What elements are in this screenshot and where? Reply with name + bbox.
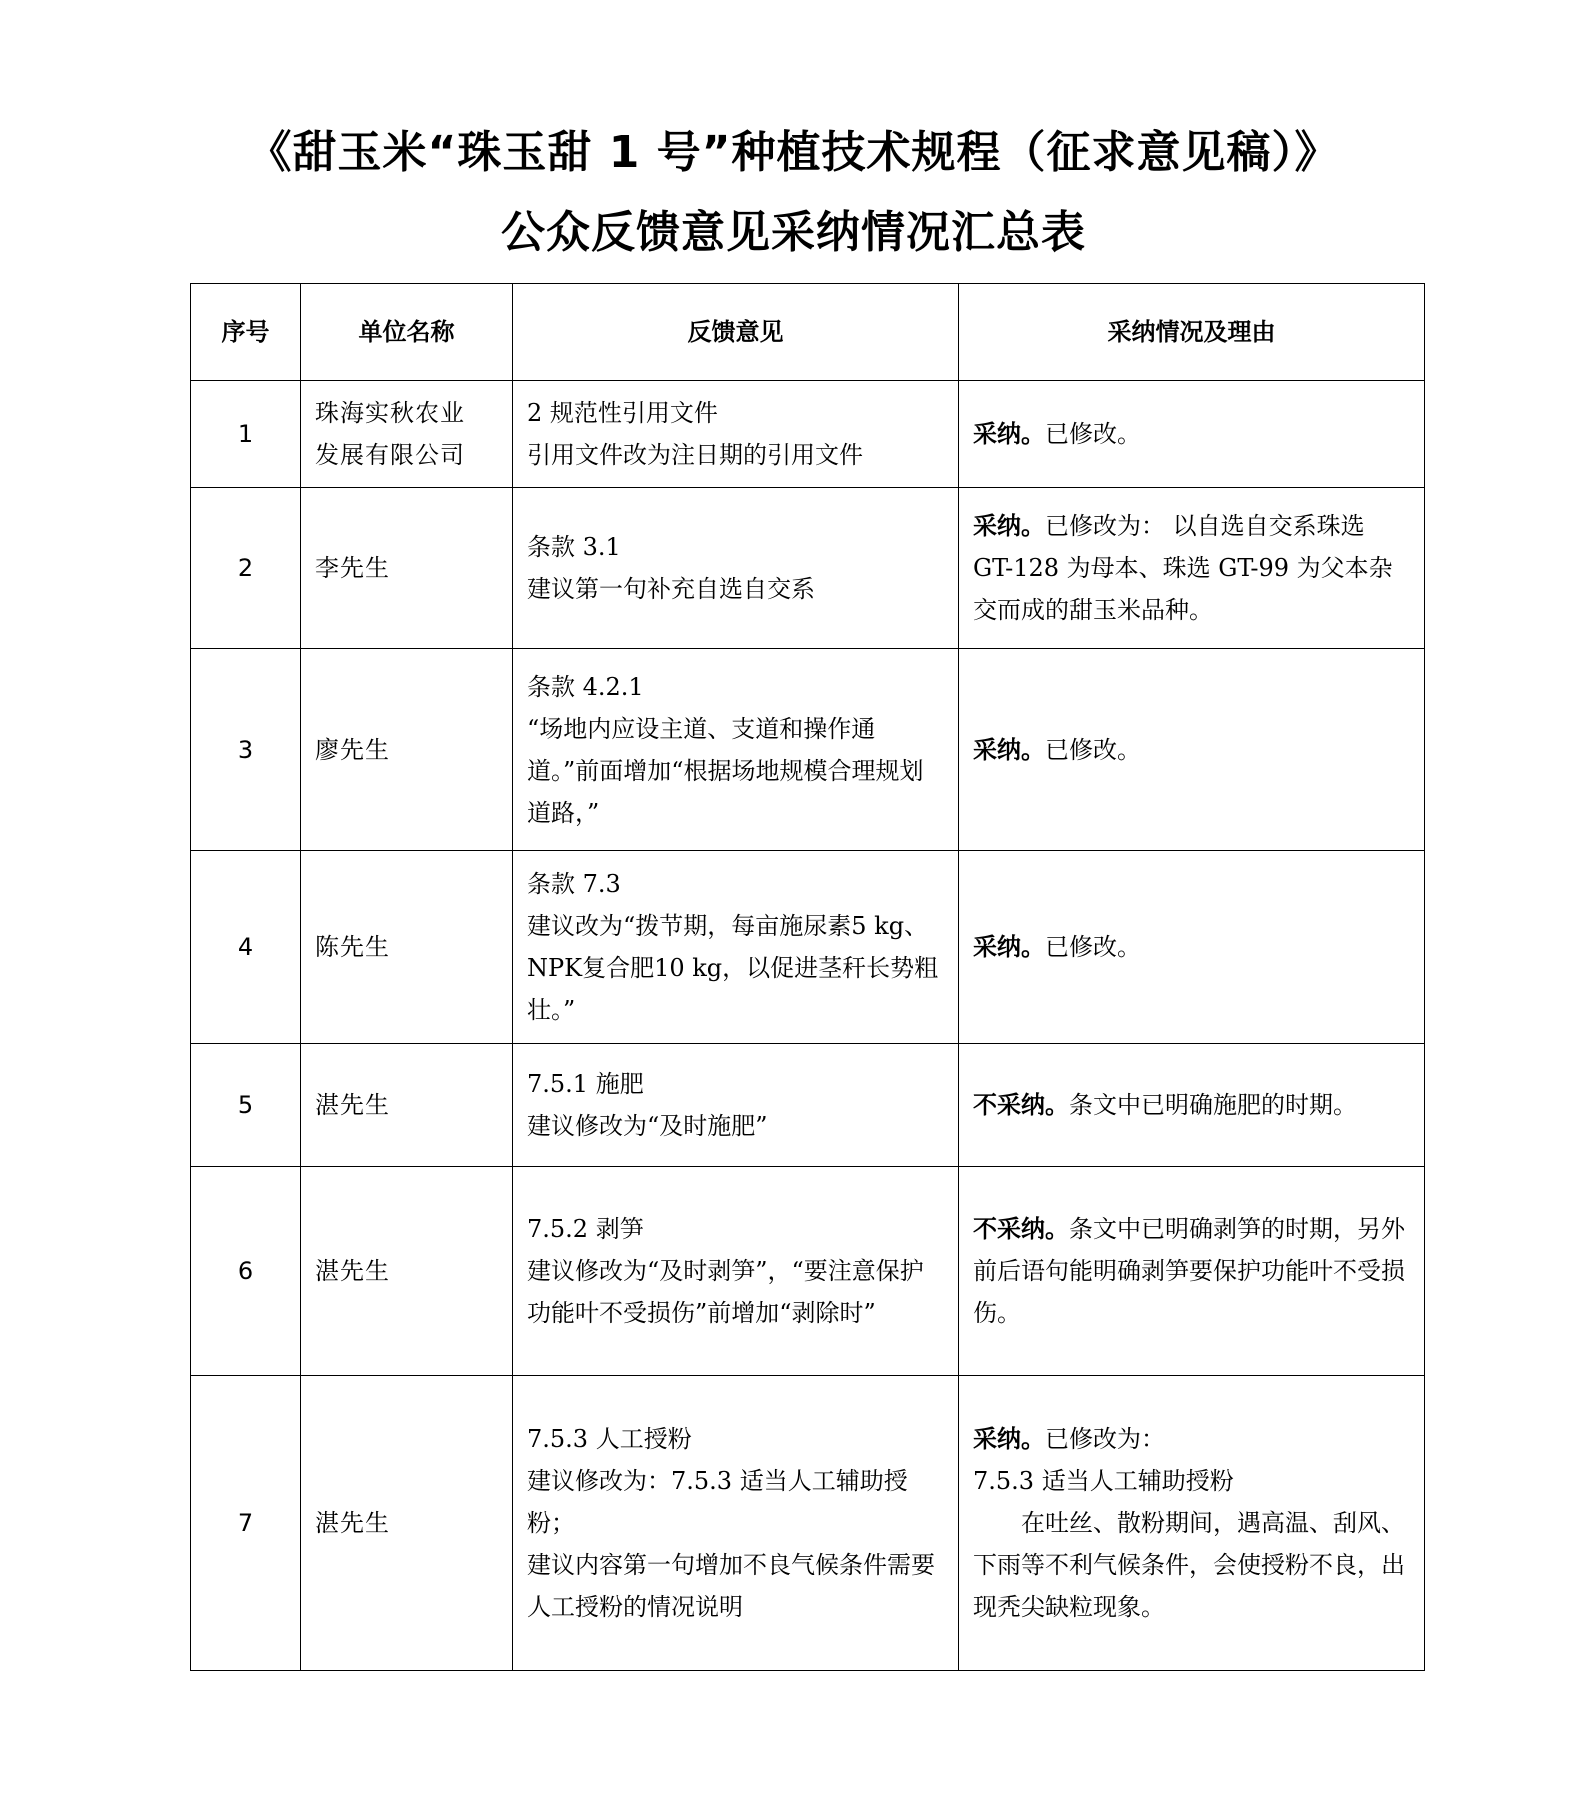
document-title: 《甜玉米“珠玉甜 1 号”种植技术规程（征求意见稿）》 xyxy=(247,127,1340,178)
row-unit: 湛先生 xyxy=(301,1167,513,1376)
row-feedback: 条款 3.1 建议第一句补充自选自交系 xyxy=(513,488,959,649)
adoption-status: 采纳。 xyxy=(973,420,1045,448)
table-row xyxy=(191,488,1425,649)
row-index: 5 xyxy=(191,1044,301,1167)
row-adoption: 不采纳。条文中已明确剥笋的时期，另外前后语句能明确剥笋要保护功能叶不受损伤。 xyxy=(959,1167,1425,1376)
row-feedback: 7.5.2 剥笋 建议修改为“及时剥笋”，“要注意保护功能叶不受损伤”前增加“剥除时” xyxy=(513,1167,959,1376)
table-row xyxy=(191,1044,1425,1167)
header-adoption: 采纳情况及理由 xyxy=(959,284,1425,381)
adoption-status: 采纳。 xyxy=(973,933,1045,961)
row-unit: 李先生 xyxy=(301,488,513,649)
row-feedback: 条款 4.2.1 “场地内应设主道、支道和操作通道。”前面增加“根据场地规模合理规划道路，” xyxy=(513,649,959,851)
document-subtitle: 公众反馈意见采纳情况汇总表 xyxy=(501,207,1086,258)
row-index: 6 xyxy=(191,1167,301,1376)
table-row xyxy=(191,1167,1425,1376)
adoption-status: 采纳。 xyxy=(973,1425,1045,1453)
row-feedback: 2 规范性引用文件 引用文件改为注日期的引用文件 xyxy=(513,381,959,488)
adoption-status: 不采纳。 xyxy=(973,1091,1069,1119)
header-unit: 单位名称 xyxy=(301,284,513,381)
table-row xyxy=(191,1376,1425,1671)
row-feedback: 7.5.3 人工授粉 建议修改为：7.5.3 适当人工辅助授粉； 建议内容第一句增加不良气候条件需要人工授粉的情况说明 xyxy=(513,1376,959,1671)
row-adoption: 采纳。已修改为： 7.5.3 适当人工辅助授粉 在吐丝、散粉期间，遇高温、刮风、下雨等不利气候条件，会使授粉不良，出现秃尖缺粒现象。 xyxy=(959,1376,1425,1671)
row-index: 4 xyxy=(191,851,301,1044)
row-index: 2 xyxy=(191,488,301,649)
table-row xyxy=(191,851,1425,1044)
row-adoption: 采纳。已修改。 xyxy=(959,649,1425,851)
table-row xyxy=(191,649,1425,851)
table-header-row xyxy=(191,284,1425,381)
row-feedback: 条款 7.3 建议改为“拨节期，每亩施尿素5 kg、NPK复合肥10 kg，以促进茎秆长势粗壮。” xyxy=(513,851,959,1044)
header-feedback: 反馈意见 xyxy=(513,284,959,381)
row-unit: 珠海实秋农业 发展有限公司 xyxy=(301,381,513,488)
row-unit: 湛先生 xyxy=(301,1044,513,1167)
row-adoption: 不采纳。条文中已明确施肥的时期。 xyxy=(959,1044,1425,1167)
row-adoption: 采纳。已修改为： 以自选自交系珠选 GT-128 为母本、珠选 GT-99 为父本杂交而成的甜玉米品种。 xyxy=(959,488,1425,649)
row-adoption: 采纳。已修改。 xyxy=(959,851,1425,1044)
row-adoption: 采纳。已修改。 xyxy=(959,381,1425,488)
row-unit: 廖先生 xyxy=(301,649,513,851)
adoption-status: 采纳。 xyxy=(973,735,1045,764)
row-unit: 湛先生 xyxy=(301,1376,513,1671)
adoption-status: 不采纳。 xyxy=(973,1215,1069,1243)
row-index: 3 xyxy=(191,649,301,851)
adoption-status: 采纳。 xyxy=(973,512,1045,540)
row-unit: 陈先生 xyxy=(301,851,513,1044)
table-row xyxy=(191,381,1425,488)
row-index: 1 xyxy=(191,381,301,488)
row-index: 7 xyxy=(191,1376,301,1671)
feedback-table xyxy=(190,283,1425,1671)
row-feedback: 7.5.1 施肥 建议修改为“及时施肥” xyxy=(513,1044,959,1167)
header-index: 序号 xyxy=(191,284,301,381)
